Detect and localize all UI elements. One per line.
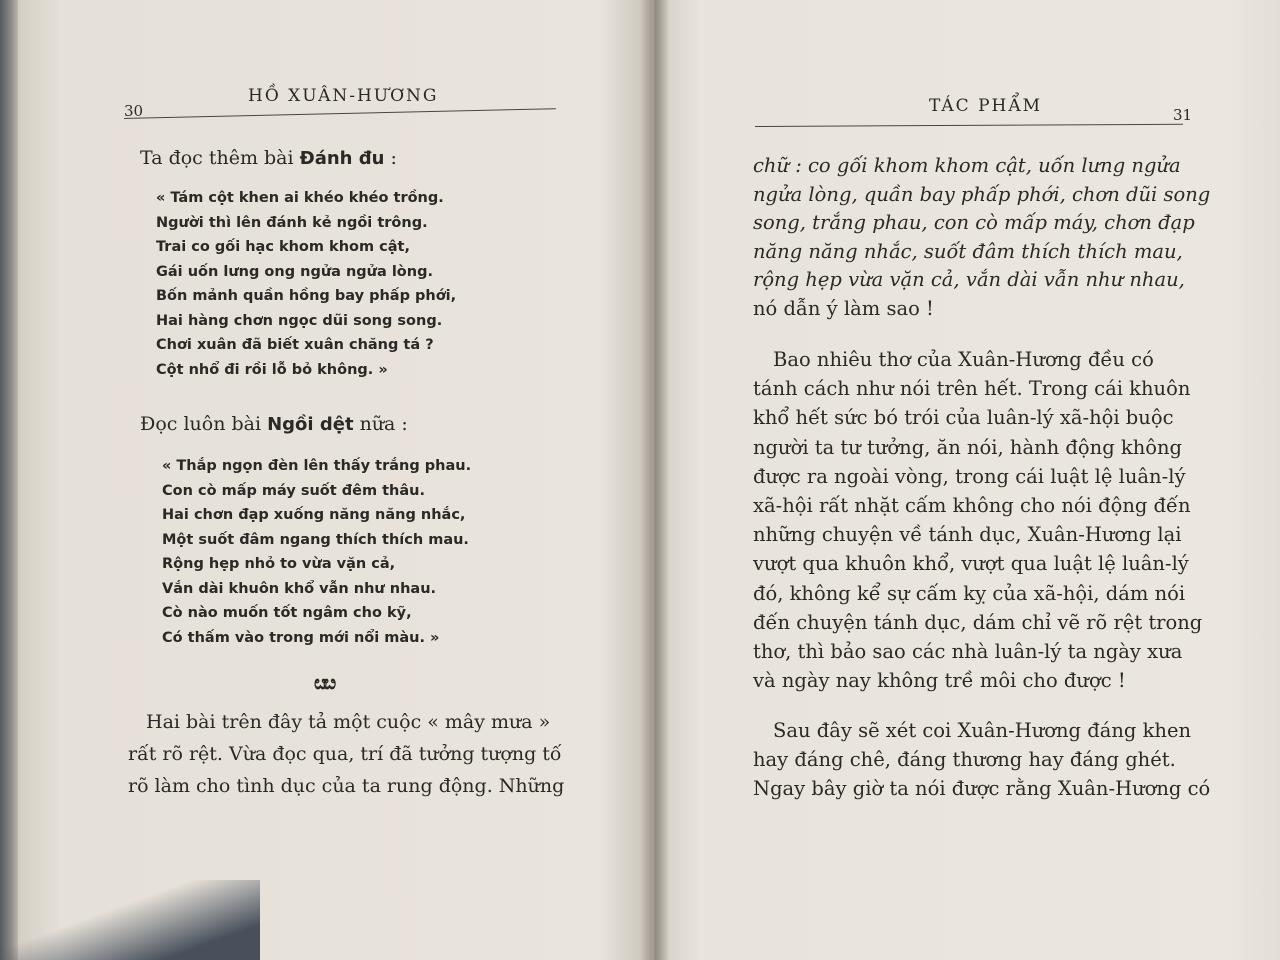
text-line: khổ hết sức bó trói của luân-lý xã-hội buộc [753, 406, 1174, 430]
text-line: Bao nhiêu thơ của Xuân-Hương đều có [773, 348, 1154, 371]
poem-line: Trai co gối hạc khom khom cật, [156, 239, 410, 255]
book-spine [640, 0, 670, 960]
header-rule [755, 124, 1183, 127]
intro-text: Ta đọc thêm bài [140, 147, 300, 169]
intro-ngoi-det [140, 410, 408, 439]
intro-danh-du [140, 144, 397, 173]
text-line: Hai bài trên đây tả một cuộc « mây mưa » [146, 711, 551, 733]
poem-line: Một suốt đâm ngang thích thích mau. [162, 531, 469, 548]
poem-title: Đánh đu [299, 148, 385, 169]
poem-line: Có thấm vào trong mới nổi màu. » [162, 629, 440, 646]
text-line: thơ, thì bảo sao các nhà luân-lý ta ngày xưa [753, 640, 1183, 664]
poem-line: Vắn dài khuôn khổ vẫn như nhau. [162, 580, 437, 597]
page-number: 30 [124, 102, 144, 120]
paragraph-sau-day [753, 716, 1211, 804]
text-line: được ra ngoài vòng, trong cái luật lệ luân-lý [753, 464, 1186, 488]
text-line: vượt qua khuôn khổ, vượt qua luật lệ luân-lý [753, 552, 1189, 576]
text-line: rộng hẹp vừa vặn cả, vắn dài vẫn như nhau, [753, 268, 1185, 291]
poem-line: Hai hàng chơn ngọc dũi song song. [156, 312, 443, 329]
running-head: HỒ XUÂN-HƯƠNG [248, 86, 439, 106]
text-line: hay đáng chê, đáng thương hay đáng ghét. [753, 748, 1176, 772]
text-line: Ngay bây giờ ta nói được rằng Xuân-Hương có [753, 777, 1211, 801]
text-line: tánh cách như nói trên hết. Trong cái khuôn [753, 377, 1191, 401]
poem-line: Cò nào muốn tốt ngâm cho kỹ, [162, 605, 412, 621]
text-line: rõ làm cho tình dục của ta rung động. Những [128, 775, 565, 797]
text-line: song, trắng phau, con cò mấp máy, chơn đạp [753, 211, 1195, 234]
text-line: người ta tư tưởng, ăn nói, hành động không [753, 435, 1183, 459]
poem-line: Người thì lên đánh kẻ ngồi trông. [156, 214, 428, 231]
text-line: đến chuyện tánh dục, dám chỉ vẽ rõ rệt trong [753, 610, 1203, 634]
text-line: những chuyện về tánh dục, Xuân-Hương lại [753, 523, 1182, 547]
quoted-phrases [753, 152, 1211, 323]
text-line: Sau đây sẽ xét coi Xuân-Hương đáng khen [773, 719, 1192, 742]
poem-danh-du [156, 186, 456, 382]
left-page [110, 0, 570, 960]
poem-line: Bốn mảnh quần hồng bay phấp phới, [156, 288, 457, 304]
right-page [745, 0, 1215, 960]
poem-line: Rộng hẹp nhỏ to vừa vặn cả, [162, 556, 396, 572]
book-edge-shadow [0, 0, 18, 960]
section-ornament: ೞೞ [314, 670, 333, 694]
poem-line: Chơi xuân đã biết xuân chăng tá ? [156, 337, 434, 353]
text-line: rất rõ rệt. Vừa đọc qua, trí đã tưởng tượng tố [128, 743, 562, 765]
intro-colon: : [384, 147, 397, 169]
poem-line: Cột nhổ đi rồi lỗ bỏ không. » [156, 361, 388, 378]
intro-text: Đọc luôn bài [140, 413, 268, 435]
closing-paragraph [128, 706, 565, 802]
text-line: chữ : co gối khom khom cật, uốn lưng ngửa [753, 154, 1181, 177]
running-head: TÁC PHẨM [929, 96, 1043, 116]
poem-line: « Tám cột khen ai khéo khéo trồng. [156, 190, 444, 206]
paragraph-bao-nhieu [753, 345, 1203, 695]
header-rule [124, 108, 556, 119]
poem-ngoi-det [162, 454, 471, 650]
page-number: 31 [1173, 106, 1193, 124]
intro-colon: nữa : [353, 413, 408, 435]
poem-line: « Thắp ngọn đèn lên thấy trắng phau. [162, 458, 472, 474]
text-line: nó dẫn ý làm sao ! [753, 296, 934, 320]
poem-line: Gái uốn lưng ong ngửa ngửa lòng. [156, 263, 433, 280]
text-line: đó, không kể sự cấm kỵ của xã-hội, dám nói [753, 581, 1186, 605]
poem-line: Con cò mấp máy suốt đêm thâu. [162, 482, 425, 499]
text-line: xã-hội rất nhặt cấm không cho nói động đến [753, 494, 1191, 518]
text-line: năng năng nhắc, suốt đâm thích thích mau, [753, 239, 1183, 263]
poem-line: Hai chơn đạp xuống năng năng nhắc, [162, 507, 466, 523]
text-line: và ngày nay không trề môi cho được ! [753, 669, 1126, 693]
text-line: ngửa lòng, quần bay phấp phới, chơn dũi song [753, 182, 1211, 206]
poem-title: Ngồi dệt [267, 414, 354, 435]
